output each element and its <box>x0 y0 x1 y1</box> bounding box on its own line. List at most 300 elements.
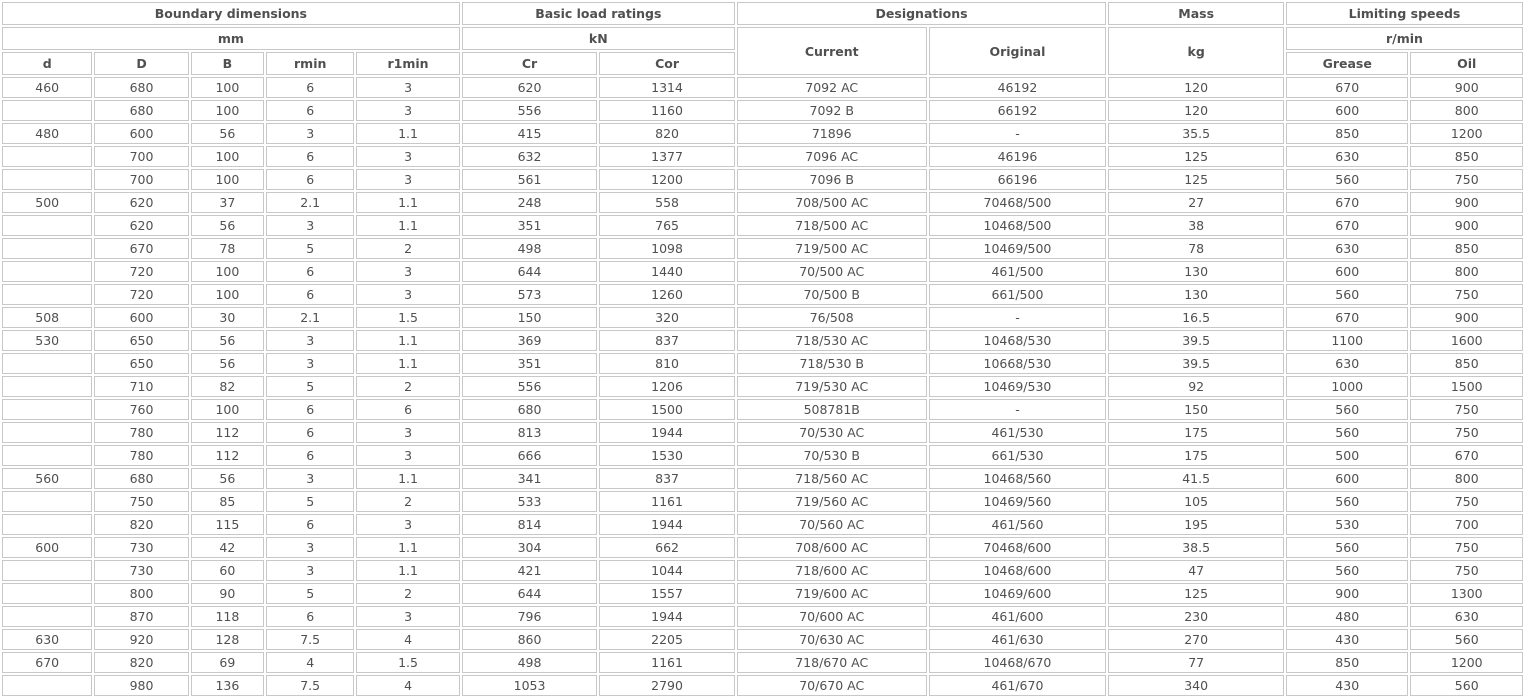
cell-d <box>2 514 92 535</box>
cell-grease: 1000 <box>1286 376 1408 397</box>
cell-grease: 900 <box>1286 583 1408 604</box>
cell-rmin: 6 <box>266 399 354 420</box>
table-row <box>2 445 1523 466</box>
cell-B: 30 <box>191 307 264 328</box>
cell-mass: 120 <box>1108 77 1284 98</box>
table-row <box>2 422 1523 443</box>
cell-cor: 1944 <box>599 606 735 627</box>
cell-d <box>2 100 92 121</box>
cell-B: 112 <box>191 422 264 443</box>
cell-oil: 750 <box>1410 537 1523 558</box>
cell-B: 115 <box>191 514 264 535</box>
cell-cr: 860 <box>462 629 598 650</box>
cell-r1min: 4 <box>356 675 459 696</box>
cell-current: 7092 AC <box>737 77 927 98</box>
cell-cr: 341 <box>462 468 598 489</box>
cell-r1min: 6 <box>356 399 459 420</box>
cell-grease: 430 <box>1286 675 1408 696</box>
cell-B: 78 <box>191 238 264 259</box>
cell-rmin: 6 <box>266 606 354 627</box>
cell-current: 719/600 AC <box>737 583 927 604</box>
cell-original: 461/670 <box>929 675 1107 696</box>
cell-B: 37 <box>191 192 264 213</box>
cell-cor: 1161 <box>599 491 735 512</box>
table-row <box>2 77 1523 98</box>
cell-current: 718/500 AC <box>737 215 927 236</box>
cell-cr: 814 <box>462 514 598 535</box>
cell-grease: 670 <box>1286 307 1408 328</box>
cell-mass: 175 <box>1108 445 1284 466</box>
cell-grease: 430 <box>1286 629 1408 650</box>
cell-cor: 1044 <box>599 560 735 581</box>
cell-original: 70468/600 <box>929 537 1107 558</box>
cell-d <box>2 238 92 259</box>
cell-oil: 750 <box>1410 422 1523 443</box>
cell-current: 70/500 AC <box>737 261 927 282</box>
cell-d <box>2 445 92 466</box>
cell-cor: 1530 <box>599 445 735 466</box>
cell-original: 66192 <box>929 100 1107 121</box>
cell-rmin: 6 <box>266 169 354 190</box>
cell-mass: 16.5 <box>1108 307 1284 328</box>
cell-rmin: 6 <box>266 77 354 98</box>
cell-D: 680 <box>94 468 188 489</box>
cell-cr: 620 <box>462 77 598 98</box>
table-row <box>2 675 1523 696</box>
cell-cr: 632 <box>462 146 598 167</box>
cell-d: 530 <box>2 330 92 351</box>
cell-original: 661/500 <box>929 284 1107 305</box>
cell-cr: 421 <box>462 560 598 581</box>
cell-d: 670 <box>2 652 92 673</box>
cell-d <box>2 675 92 696</box>
cell-D: 700 <box>94 146 188 167</box>
cell-cr: 351 <box>462 353 598 374</box>
cell-mass: 120 <box>1108 100 1284 121</box>
unit-kn: kN <box>462 27 735 50</box>
cell-cor: 837 <box>599 330 735 351</box>
cell-cor: 1557 <box>599 583 735 604</box>
cell-original: 461/500 <box>929 261 1107 282</box>
cell-current: 718/600 AC <box>737 560 927 581</box>
cell-mass: 47 <box>1108 560 1284 581</box>
cell-D: 750 <box>94 491 188 512</box>
cell-grease: 670 <box>1286 215 1408 236</box>
header-mass: Mass <box>1108 2 1284 25</box>
cell-mass: 270 <box>1108 629 1284 650</box>
cell-mass: 130 <box>1108 284 1284 305</box>
cell-d <box>2 606 92 627</box>
cell-current: 719/530 AC <box>737 376 927 397</box>
cell-grease: 1100 <box>1286 330 1408 351</box>
cell-cor: 1944 <box>599 514 735 535</box>
cell-d <box>2 422 92 443</box>
cell-grease: 600 <box>1286 100 1408 121</box>
cell-cor: 2205 <box>599 629 735 650</box>
cell-cr: 680 <box>462 399 598 420</box>
cell-rmin: 6 <box>266 261 354 282</box>
cell-r1min: 3 <box>356 606 459 627</box>
cell-d <box>2 491 92 512</box>
cell-B: 56 <box>191 468 264 489</box>
cell-original: 10468/530 <box>929 330 1107 351</box>
cell-r1min: 1.1 <box>356 123 459 144</box>
header-oil: Oil <box>1410 52 1523 75</box>
cell-rmin: 2.1 <box>266 307 354 328</box>
cell-oil: 750 <box>1410 560 1523 581</box>
unit-mm: mm <box>2 27 460 50</box>
cell-current: 70/500 B <box>737 284 927 305</box>
cell-oil: 750 <box>1410 399 1523 420</box>
cell-mass: 125 <box>1108 169 1284 190</box>
cell-D: 730 <box>94 537 188 558</box>
cell-d <box>2 169 92 190</box>
cell-D: 720 <box>94 261 188 282</box>
table-row <box>2 284 1523 305</box>
cell-D: 780 <box>94 422 188 443</box>
cell-rmin: 7.5 <box>266 675 354 696</box>
cell-r1min: 2 <box>356 238 459 259</box>
cell-r1min: 1.1 <box>356 215 459 236</box>
cell-cor: 1944 <box>599 422 735 443</box>
cell-cor: 1200 <box>599 169 735 190</box>
cell-cr: 498 <box>462 652 598 673</box>
cell-r1min: 3 <box>356 284 459 305</box>
cell-oil: 900 <box>1410 192 1523 213</box>
cell-cor: 320 <box>599 307 735 328</box>
cell-oil: 750 <box>1410 491 1523 512</box>
cell-D: 820 <box>94 652 188 673</box>
cell-D: 920 <box>94 629 188 650</box>
cell-D: 760 <box>94 399 188 420</box>
cell-D: 670 <box>94 238 188 259</box>
cell-grease: 560 <box>1286 284 1408 305</box>
cell-d: 500 <box>2 192 92 213</box>
cell-current: 718/670 AC <box>737 652 927 673</box>
cell-oil: 900 <box>1410 77 1523 98</box>
cell-d <box>2 560 92 581</box>
cell-cr: 556 <box>462 100 598 121</box>
cell-current: 76/508 <box>737 307 927 328</box>
table-row <box>2 192 1523 213</box>
cell-B: 100 <box>191 77 264 98</box>
cell-d: 480 <box>2 123 92 144</box>
cell-original: - <box>929 307 1107 328</box>
cell-oil: 750 <box>1410 284 1523 305</box>
cell-cor: 1260 <box>599 284 735 305</box>
cell-grease: 530 <box>1286 514 1408 535</box>
cell-B: 136 <box>191 675 264 696</box>
cell-d <box>2 583 92 604</box>
cell-rmin: 6 <box>266 284 354 305</box>
cell-D: 600 <box>94 123 188 144</box>
cell-current: 719/560 AC <box>737 491 927 512</box>
cell-original: - <box>929 399 1107 420</box>
cell-original: 66196 <box>929 169 1107 190</box>
cell-D: 800 <box>94 583 188 604</box>
cell-mass: 125 <box>1108 146 1284 167</box>
cell-oil: 1500 <box>1410 376 1523 397</box>
cell-oil: 670 <box>1410 445 1523 466</box>
cell-grease: 630 <box>1286 146 1408 167</box>
cell-cor: 1160 <box>599 100 735 121</box>
cell-grease: 560 <box>1286 491 1408 512</box>
cell-r1min: 3 <box>356 422 459 443</box>
table-body <box>2 77 1523 696</box>
cell-mass: 175 <box>1108 422 1284 443</box>
cell-oil: 800 <box>1410 100 1523 121</box>
cell-grease: 560 <box>1286 169 1408 190</box>
header-rmin: rmin <box>266 52 354 75</box>
cell-original: 10469/560 <box>929 491 1107 512</box>
cell-oil: 700 <box>1410 514 1523 535</box>
cell-oil: 630 <box>1410 606 1523 627</box>
cell-d <box>2 261 92 282</box>
cell-r1min: 1.1 <box>356 537 459 558</box>
cell-cr: 415 <box>462 123 598 144</box>
cell-original: 10468/600 <box>929 560 1107 581</box>
table-row <box>2 376 1523 397</box>
table-row <box>2 238 1523 259</box>
cell-oil: 1600 <box>1410 330 1523 351</box>
cell-cor: 1377 <box>599 146 735 167</box>
cell-original: 461/530 <box>929 422 1107 443</box>
cell-oil: 750 <box>1410 169 1523 190</box>
table-row <box>2 583 1523 604</box>
cell-cor: 1098 <box>599 238 735 259</box>
cell-cor: 1314 <box>599 77 735 98</box>
cell-cr: 1053 <box>462 675 598 696</box>
cell-B: 42 <box>191 537 264 558</box>
cell-current: 7096 B <box>737 169 927 190</box>
cell-B: 100 <box>191 284 264 305</box>
cell-cor: 558 <box>599 192 735 213</box>
cell-d <box>2 399 92 420</box>
cell-original: 461/560 <box>929 514 1107 535</box>
cell-current: 70/530 AC <box>737 422 927 443</box>
header-B: B <box>191 52 264 75</box>
cell-B: 69 <box>191 652 264 673</box>
cell-original: 661/530 <box>929 445 1107 466</box>
cell-r1min: 1.1 <box>356 353 459 374</box>
cell-rmin: 6 <box>266 100 354 121</box>
cell-original: 10469/600 <box>929 583 1107 604</box>
cell-r1min: 3 <box>356 169 459 190</box>
cell-rmin: 3 <box>266 537 354 558</box>
cell-current: 508781B <box>737 399 927 420</box>
cell-cr: 498 <box>462 238 598 259</box>
cell-D: 680 <box>94 77 188 98</box>
cell-oil: 900 <box>1410 307 1523 328</box>
cell-d <box>2 284 92 305</box>
cell-grease: 850 <box>1286 652 1408 673</box>
header-grease: Grease <box>1286 52 1408 75</box>
header-original: Original <box>929 27 1107 75</box>
table-row <box>2 468 1523 489</box>
cell-d <box>2 215 92 236</box>
cell-current: 719/500 AC <box>737 238 927 259</box>
table-row <box>2 123 1523 144</box>
cell-current: 70/560 AC <box>737 514 927 535</box>
cell-r1min: 3 <box>356 146 459 167</box>
cell-D: 980 <box>94 675 188 696</box>
header-cor: Cor <box>599 52 735 75</box>
cell-r1min: 2 <box>356 491 459 512</box>
cell-d: 600 <box>2 537 92 558</box>
cell-cr: 561 <box>462 169 598 190</box>
cell-B: 56 <box>191 123 264 144</box>
cell-mass: 105 <box>1108 491 1284 512</box>
unit-kg: kg <box>1108 27 1284 75</box>
cell-D: 650 <box>94 353 188 374</box>
cell-mass: 92 <box>1108 376 1284 397</box>
cell-current: 718/530 AC <box>737 330 927 351</box>
table-row <box>2 652 1523 673</box>
cell-grease: 670 <box>1286 77 1408 98</box>
cell-original: 461/630 <box>929 629 1107 650</box>
cell-original: 10469/500 <box>929 238 1107 259</box>
cell-grease: 560 <box>1286 537 1408 558</box>
cell-grease: 630 <box>1286 238 1408 259</box>
table-row <box>2 353 1523 374</box>
cell-mass: 230 <box>1108 606 1284 627</box>
unit-rpm: r/min <box>1286 27 1523 50</box>
cell-B: 118 <box>191 606 264 627</box>
cell-original: 461/600 <box>929 606 1107 627</box>
cell-current: 7096 AC <box>737 146 927 167</box>
cell-D: 710 <box>94 376 188 397</box>
cell-D: 720 <box>94 284 188 305</box>
cell-oil: 850 <box>1410 146 1523 167</box>
cell-D: 650 <box>94 330 188 351</box>
cell-grease: 600 <box>1286 261 1408 282</box>
cell-current: 7092 B <box>737 100 927 121</box>
cell-original: 70468/500 <box>929 192 1107 213</box>
cell-cor: 662 <box>599 537 735 558</box>
cell-cor: 765 <box>599 215 735 236</box>
cell-D: 680 <box>94 100 188 121</box>
cell-mass: 77 <box>1108 652 1284 673</box>
cell-oil: 800 <box>1410 468 1523 489</box>
header-group-row <box>2 2 1523 25</box>
table-row <box>2 491 1523 512</box>
table-row <box>2 606 1523 627</box>
cell-mass: 340 <box>1108 675 1284 696</box>
cell-original: 10668/530 <box>929 353 1107 374</box>
cell-current: 70/530 B <box>737 445 927 466</box>
cell-mass: 130 <box>1108 261 1284 282</box>
cell-B: 82 <box>191 376 264 397</box>
table-row <box>2 629 1523 650</box>
cell-B: 100 <box>191 169 264 190</box>
cell-rmin: 5 <box>266 238 354 259</box>
cell-cr: 248 <box>462 192 598 213</box>
cell-rmin: 3 <box>266 123 354 144</box>
cell-mass: 195 <box>1108 514 1284 535</box>
cell-mass: 39.5 <box>1108 330 1284 351</box>
cell-cr: 644 <box>462 583 598 604</box>
cell-rmin: 5 <box>266 376 354 397</box>
cell-current: 70/630 AC <box>737 629 927 650</box>
table-row <box>2 560 1523 581</box>
cell-oil: 560 <box>1410 629 1523 650</box>
cell-rmin: 5 <box>266 491 354 512</box>
cell-grease: 560 <box>1286 560 1408 581</box>
cell-r1min: 2 <box>356 583 459 604</box>
header-r1min: r1min <box>356 52 459 75</box>
cell-original: 10468/560 <box>929 468 1107 489</box>
cell-cor: 1161 <box>599 652 735 673</box>
cell-rmin: 6 <box>266 445 354 466</box>
cell-mass: 125 <box>1108 583 1284 604</box>
cell-mass: 38 <box>1108 215 1284 236</box>
cell-r1min: 1.1 <box>356 468 459 489</box>
table-row <box>2 514 1523 535</box>
cell-current: 71896 <box>737 123 927 144</box>
cell-r1min: 1.1 <box>356 330 459 351</box>
table-row <box>2 146 1523 167</box>
cell-r1min: 1.5 <box>356 307 459 328</box>
cell-r1min: 3 <box>356 261 459 282</box>
cell-rmin: 6 <box>266 514 354 535</box>
cell-d: 630 <box>2 629 92 650</box>
cell-r1min: 1.1 <box>356 192 459 213</box>
cell-cor: 837 <box>599 468 735 489</box>
cell-grease: 670 <box>1286 192 1408 213</box>
cell-D: 780 <box>94 445 188 466</box>
table-row <box>2 169 1523 190</box>
cell-cor: 2790 <box>599 675 735 696</box>
cell-grease: 480 <box>1286 606 1408 627</box>
cell-cr: 304 <box>462 537 598 558</box>
cell-B: 100 <box>191 100 264 121</box>
cell-cor: 820 <box>599 123 735 144</box>
cell-r1min: 1.1 <box>356 560 459 581</box>
header-units-row <box>2 27 1523 50</box>
cell-d: 460 <box>2 77 92 98</box>
cell-grease: 560 <box>1286 399 1408 420</box>
cell-B: 112 <box>191 445 264 466</box>
cell-rmin: 3 <box>266 353 354 374</box>
cell-cor: 1440 <box>599 261 735 282</box>
cell-d <box>2 146 92 167</box>
cell-cor: 1206 <box>599 376 735 397</box>
cell-cr: 150 <box>462 307 598 328</box>
header-d: d <box>2 52 92 75</box>
cell-grease: 850 <box>1286 123 1408 144</box>
table-row <box>2 330 1523 351</box>
cell-cr: 813 <box>462 422 598 443</box>
cell-grease: 600 <box>1286 468 1408 489</box>
cell-r1min: 3 <box>356 445 459 466</box>
cell-B: 90 <box>191 583 264 604</box>
cell-rmin: 6 <box>266 146 354 167</box>
cell-grease: 500 <box>1286 445 1408 466</box>
cell-D: 620 <box>94 215 188 236</box>
cell-B: 100 <box>191 146 264 167</box>
cell-rmin: 6 <box>266 422 354 443</box>
cell-cr: 796 <box>462 606 598 627</box>
cell-oil: 1200 <box>1410 652 1523 673</box>
cell-r1min: 3 <box>356 100 459 121</box>
cell-cor: 810 <box>599 353 735 374</box>
header-limiting-speeds: Limiting speeds <box>1286 2 1523 25</box>
cell-D: 600 <box>94 307 188 328</box>
cell-d: 508 <box>2 307 92 328</box>
cell-current: 70/600 AC <box>737 606 927 627</box>
cell-current: 718/530 B <box>737 353 927 374</box>
cell-r1min: 2 <box>356 376 459 397</box>
